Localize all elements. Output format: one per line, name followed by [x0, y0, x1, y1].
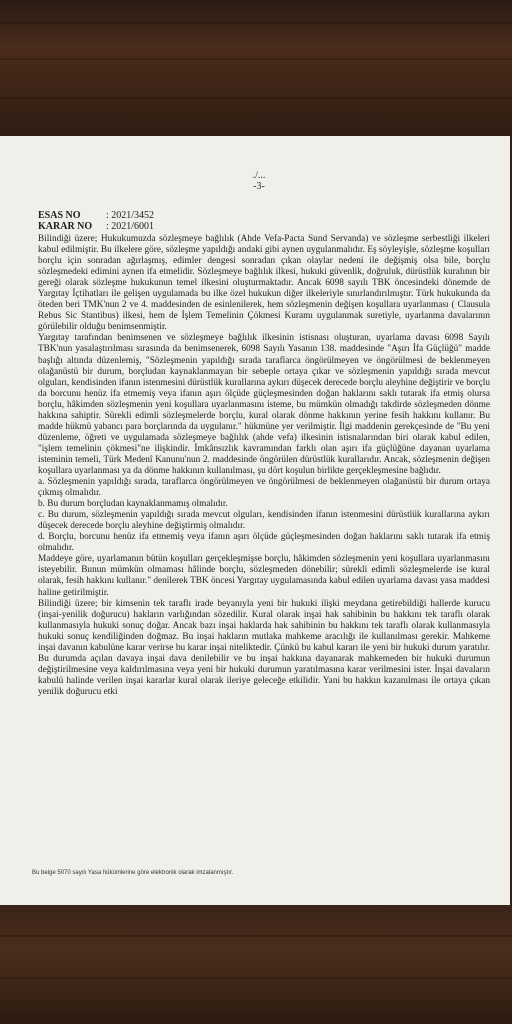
page-header [0, 170, 510, 192]
paragraph: Maddeye göre, uyarlamanın bütün koşulları gerçekleşmişse borçlu, hâkimden sözleşmenin yeni koşullara uyarlanmasını isteyebilir. Bunun mümkün olmaması hâlinde borçlu, sözleşmeden dönebilir; sürekli edimli sözleşmelerde ise kural olarak, fesih hakkını kullanır." denilerek TBK öncesi Yargıtay uygulamasında kabul edilen uyarlama davası yasa maddesi haline getirilmiştir. [38, 554, 490, 598]
desk-background-bottom [0, 905, 512, 1024]
meta-karar-no [38, 221, 154, 232]
paragraph: Bilindiği üzere; bir kimsenin tek taraflı irade beyanıyla yeni bir hukuki ilişki meydana getirebildiği hallerde kurucu (inşai-yenilik doğurucu) hakların varlığından sözedilir. Kural olarak inşai hak sahibinin bu hakkını tek taraflı olarak kullanmasıyla hukuki sonuç doğar. Ancak bazı inşai haklarda hak sahibinin bu hakkını tek taraflı olarak kullanmasıyla hukuki sonuç kendiliğinden doğmaz. Bu inşai hakların mutlaka mahkeme aracılığı ile kullanılması gerekir. Mahkeme inşai davanın kabulüne karar verirse bu karar inşai niteliktedir. Çünkü bu kabul kararı ile yeni bir hukuki durum yaratılır. Bu durumda açılan davaya inşai dava denilebilir ve bu inşai hakkına dayanarak mahkemeden bir hukuki durumun değiştirilmesine veya kaldırılmasına veya yeni bir hukuki durumun yaratılmasına karar verilmesini ister. İnşai davaların kabulü halinde verilen inşai kararlar kural olarak ileriye geleceğe etkilidir. Yani bu hakkın kazanılması ile ortaya çıkan yenilik doğurucu etki [38, 598, 490, 697]
page-number: -3- [253, 181, 265, 192]
desk-background-top [0, 0, 512, 138]
list-item: a. Sözleşmenin yapıldığı sırada, taraflarca öngörülmeyen ve öngörülmesi de beklenmeyen olağanüstü bir durum ortaya çıkmış olmalıdır. [38, 477, 490, 499]
meta-label: ESAS NO [38, 210, 81, 221]
meta-label: KARAR NO [38, 221, 93, 232]
wood-grain [0, 935, 512, 937]
continuation-marker: ./... [252, 170, 266, 181]
meta-value: : 2021/3452 [106, 210, 155, 221]
document-page [0, 136, 510, 908]
paragraph: Bilindiği üzere; Hukukumuzda sözleşmeye bağlılık (Ahde Vefa-Pacta Sund Servanda) ve sözleşme serbestliği ilkeleri kabul edilmiştir. Bu ilkelere göre, sözleşme yapıldığı andaki gibi aynen uygulanmalıdır. Eş söyleyişle, sözleşme koşulları borçlu için sonradan ağırlaşmış, edimler dengesi sonradan çıkan olaylar nedeni ile değişmiş olsa bile, borçlu sözleşmedeki edimini aynen ifa etmelidir. Sözleşmeye bağlılık ilkesi, hukuki güvenlik, doğruluk, dürüstlük kuralının bir gereği olarak sözleşme hukukunun temel ilkesini oluşturmaktadır. Ancak 6098 sayılı TBK öncesindeki dönemde de Yargıtay İçtihatları ile gelişen uygulamada bu ilke özel hukukun diğer ilkeleriyle sınırlandırılmıştır. Türk hukukunda da öteden beri TMK'nun 2 ve 4. maddesinden de esinlenilerek, hem sözleşmenin değişen koşullara uyarlanması ( Clausula Rebus Sic Stantibus) ilkesi, hem de İşlem Temelinin Çökmesi Kuramı uygulanmak suretiyle, uyarlanma davalarının görülebilir olduğu benimsenmiştir. [38, 234, 490, 333]
e-signature-note: Bu belge 5070 sayılı Yasa hükümlerine göre elektronik olarak imzalanmıştır. [32, 870, 234, 876]
case-meta [38, 210, 154, 232]
list-item: c. Bu durum, sözleşmenin yapıldığı sırada mevcut olguları, kendisinden ifanın istenmesini dürüstlük kurallarına aykırı düşecek derecede borçlu aleyhine değiştirmiş olmalıdır. [38, 510, 490, 532]
meta-value: : 2021/6001 [106, 221, 155, 232]
paragraph: Yargıtay tarafından benimsenen ve sözleşmeye bağlılık ilkesinin istisnası oluşturan, uyarlama davası 6098 Sayılı TBK'nun yasalaştırılması sırasında da benimsenerek, 6098 Sayılı Yasanın 138. maddesinde "Aşırı İfa Güçlüğü" madde başlığı altında düzenlemiş, "Sözleşmenin yapıldığı sırada taraflarca öngörülmeyen ve öngörülmesi de beklenmeyen olağanüstü bir durum, borçludan kaynaklanmayan bir sebeple ortaya çıkar ve sözleşmenin yapıldığı sırada mevcut olguları, kendisinden ifanın istenmesini dürüstlük kurallarına aykırı düşecek derecede borçlu aleyhine değiştirir ve borçlu da borcunu henüz ifa etmemiş veya ifanın aşırı ölçüde güçleşmesinden doğan haklarını saklı tutarak ifa etmiş olursa borçlu, hâkimden sözleşmenin yeni koşullara uyarlanmasını isteme, bu mümkün olmadığı takdirde sözleşmeden dönme hakkına sahiptir. Sürekli edimli sözleşmelerde borçlu, kural olarak dönme hakkının yerine fesih hakkını kullanır. Bu madde hükmü yabancı para borçlarında da uygulanır." hükmüne yer verilmiştir. İlgi maddenin gerekçesinde de "Bu yeni düzenleme, öğreti ve uygulamada sözleşmeye bağlılık (ahde vefa) ilkesinin istisnalarından biri olarak kabul edilen, "işlem temelinin çökmesi"ne ilişkindir. İmkânsızlık kavramından farklı olan aşırı ifa güçlüğüne dayanan uyarlama isteminin temeli, Türk Medenî Kanunu'nun 2. maddesinde öngörülen dürüstlük kurallarıdır. Ancak, sözleşmenin değişen koşullara uyarlanması ya da dönme hakkının kullanılması, şu dört koşulun birlikte gerçekleşmesine bağlıdır. [38, 333, 490, 476]
document-body [38, 234, 490, 698]
wood-grain [0, 97, 512, 99]
meta-esas-no [38, 210, 154, 221]
list-item: d. Borçlu, borcunu henüz ifa etmemiş veya ifanın aşırı ölçüde güçleşmesinden doğan haklarını saklı tutarak ifa etmiş olmalıdır. [38, 532, 490, 554]
wood-grain [0, 58, 512, 60]
wood-grain [0, 977, 512, 979]
wood-grain [0, 22, 512, 24]
list-item: b. Bu durum borçludan kaynaklanmamış olmalıdır. [38, 499, 228, 510]
